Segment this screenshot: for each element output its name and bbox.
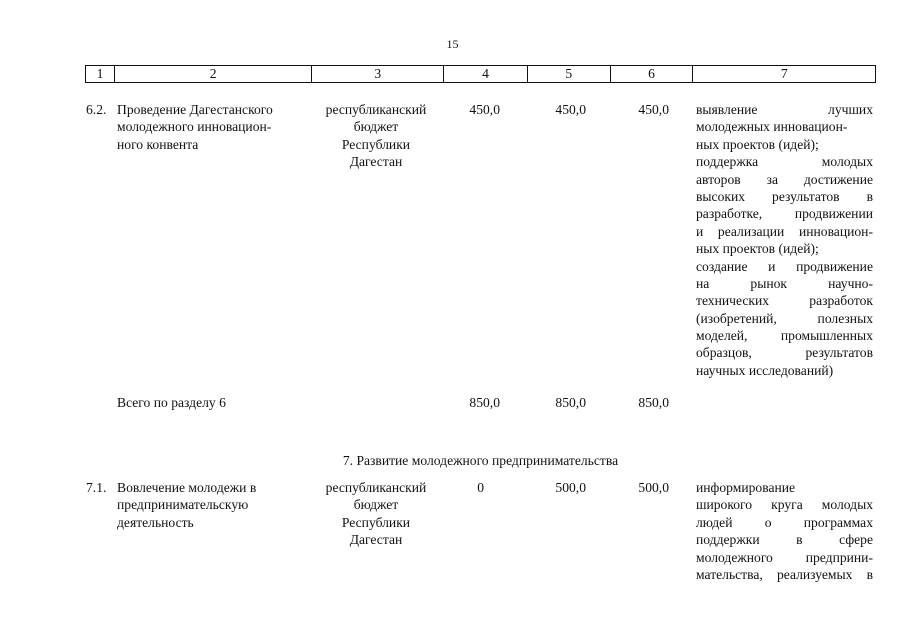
source-line: республиканский	[325, 102, 427, 117]
row-amount-col4: 0	[477, 480, 484, 495]
result-line: научных исследований)	[696, 362, 834, 378]
header-col-6: 6	[611, 66, 694, 82]
result-line: информирование	[696, 480, 796, 495]
result-line: ных проектов (идей);	[696, 241, 819, 257]
result-line: высоких результатов в	[696, 188, 873, 204]
row-name-line: молодежного инновацион-	[117, 119, 272, 135]
row-expected-results	[696, 479, 873, 583]
result-line: образцов, результатов	[696, 345, 873, 361]
source-line: бюджет	[353, 497, 399, 513]
result-line: создание и продвижение	[696, 258, 873, 274]
source-line: Дагестан	[349, 532, 403, 548]
header-col-1: 1	[86, 66, 115, 82]
row-name	[117, 479, 302, 531]
result-line: технических разработок	[696, 293, 873, 309]
result-line: выявление лучших	[696, 102, 873, 117]
result-line: и реализации инновацион-	[696, 223, 873, 239]
row-amount-col6: 500,0	[638, 480, 669, 495]
row-name-line: деятельность	[117, 514, 194, 530]
result-line: авторов за достижение	[696, 171, 873, 187]
page-number: 15	[446, 37, 459, 51]
row-name-line: ного конвента	[117, 136, 199, 152]
result-line: мательства, реализуемых в	[696, 566, 873, 582]
row-amount-col5: 450,0	[555, 102, 586, 117]
source-line: Республики	[341, 514, 411, 530]
result-line: людей о программах	[696, 514, 873, 530]
header-col-7: 7	[780, 66, 788, 81]
source-line: Дагестан	[349, 154, 403, 170]
source-line: республиканский	[325, 480, 427, 495]
source-line: Республики	[341, 136, 411, 152]
row-number: 7.1.	[86, 480, 107, 495]
row-amount-col4: 450,0	[469, 102, 500, 117]
header-col-3: 3	[312, 66, 444, 82]
header-col-2: 2	[115, 66, 313, 82]
result-line: на рынок научно-	[696, 275, 873, 291]
result-line: молодежных инновацион-	[696, 119, 848, 135]
section-title: 7. Развитие молодежного предпринимательства	[342, 453, 619, 468]
result-line: поддержка молодых	[696, 154, 873, 170]
row-expected-results	[696, 101, 873, 379]
result-line: (изобретений, полезных	[696, 310, 873, 326]
result-line: молодежного предприни-	[696, 549, 873, 565]
row-amount-col5: 500,0	[555, 480, 586, 495]
row-name-line: Проведение Дагестанского	[117, 102, 273, 117]
table-header-row	[85, 65, 876, 83]
result-line: моделей, промышленных	[696, 328, 873, 344]
total-col5: 850,0	[555, 395, 586, 410]
result-line: разработке, продвижении	[696, 206, 873, 222]
header-col-5: 5	[528, 66, 611, 82]
header-col-4: 4	[444, 66, 528, 82]
row-amount-col6: 450,0	[638, 102, 669, 117]
total-col6: 850,0	[638, 395, 669, 410]
total-col4: 850,0	[469, 395, 500, 410]
source-line: бюджет	[353, 119, 399, 135]
result-line: ных проектов (идей);	[696, 136, 819, 152]
row-name-line: предпринимательскую	[117, 497, 249, 513]
row-funding-source	[316, 101, 436, 171]
row-name	[117, 101, 302, 153]
row-number: 6.2.	[86, 102, 107, 117]
result-line: поддержки в сфере	[696, 532, 873, 548]
row-funding-source	[316, 479, 436, 549]
row-name-line: Вовлечение молодежи в	[117, 480, 257, 495]
result-line: широкого круга молодых	[696, 497, 873, 513]
total-label: Всего по разделу 6	[117, 395, 226, 410]
